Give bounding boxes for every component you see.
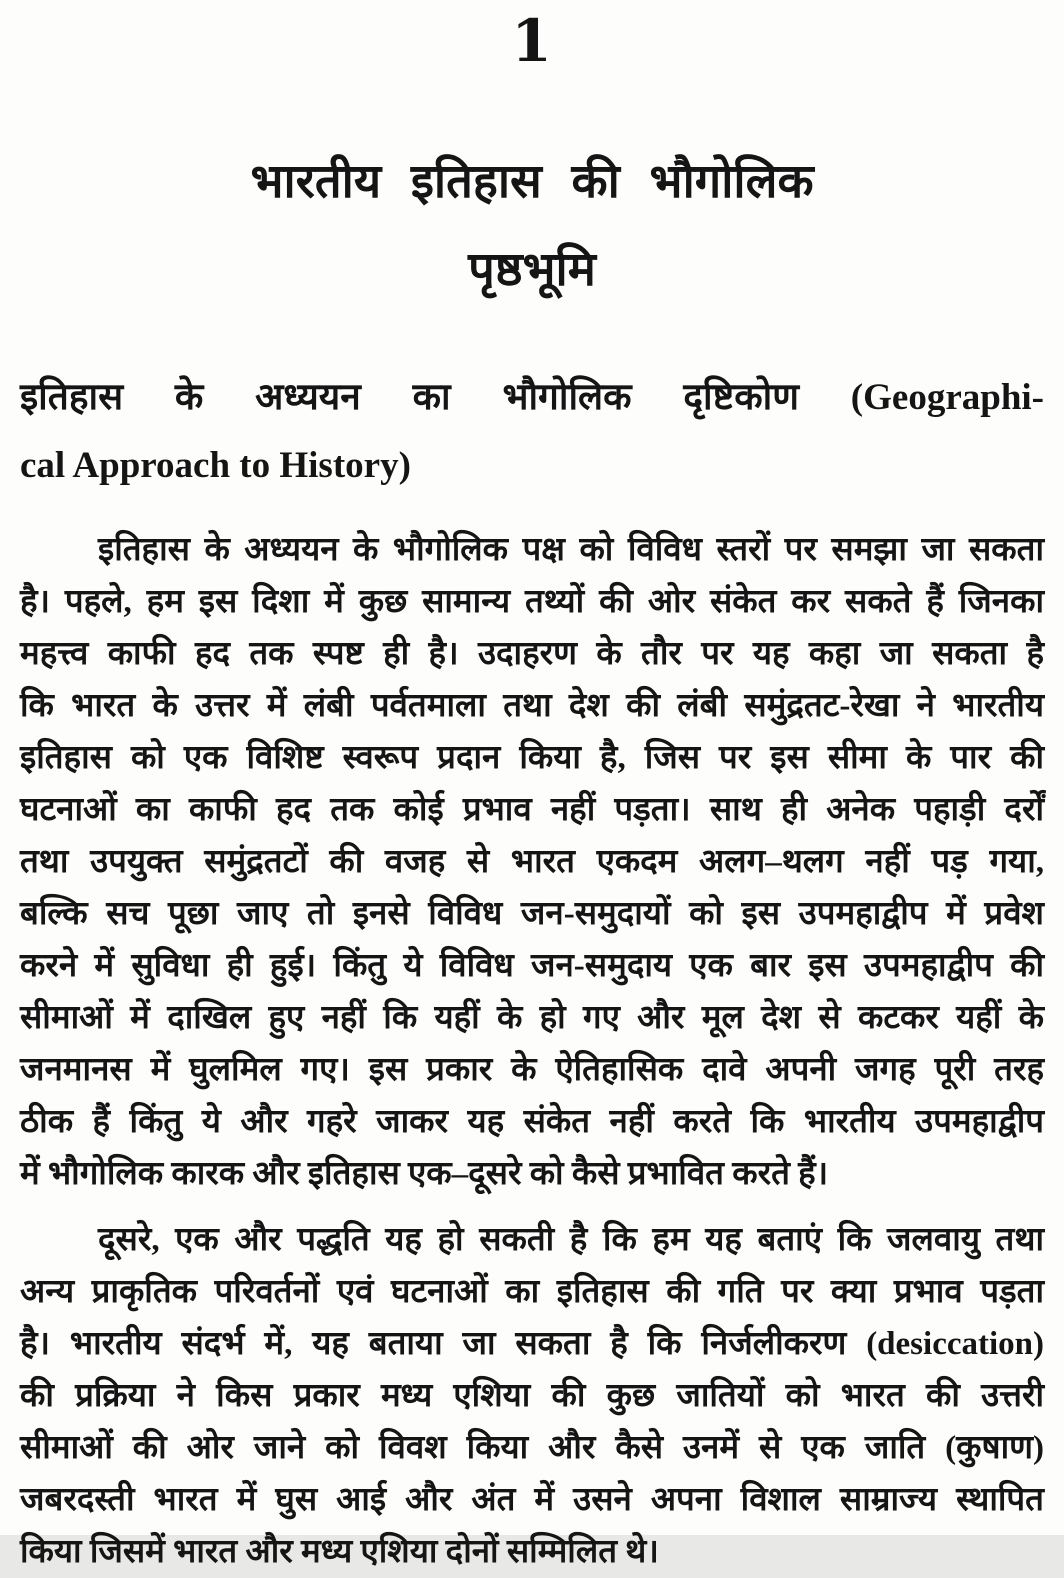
paragraph-1-line: महत्त्व काफी हद तक स्पष्ट ही है। उदाहरण के तौर पर यह कहा जा सकता है: [20, 636, 1044, 672]
paragraph-2-line: दूसरे, एक और पद्धति यह हो सकती है कि हम यह बताएं कि जलवायु तथा: [98, 1222, 1044, 1258]
section-heading-line-2: cal Approach to History): [20, 445, 411, 486]
paragraph-2-line: किया जिसमें भारत और मध्य एशिया दोनों सम्मिलित थे।: [20, 1534, 659, 1570]
paragraph-2: [20, 1214, 1044, 1578]
paragraph-1-line: इतिहास के अध्ययन के भौगोलिक पक्ष को विविध स्तरों पर समझा जा सकता: [98, 532, 1044, 568]
paragraph-1-line: बल्कि सच पूछा जाए तो इनसे विविध जन-समुदायों को इस उपमहाद्वीप में प्रवेश: [20, 896, 1044, 932]
chapter-number: 1: [511, 7, 553, 75]
section-heading-line-1: इतिहास के अध्ययन का भौगोलिक दृष्टिकोण (Geographi-: [20, 377, 1044, 418]
paragraph-2-line: जबरदस्ती भारत में घुस आई और अंत में उसने अपना विशाल साम्राज्य स्थापित: [20, 1482, 1044, 1518]
paragraph-1-line: इतिहास को एक विशिष्ट स्वरूप प्रदान किया है, जिस पर इस सीमा के पार की: [20, 740, 1044, 776]
chapter-title-line-1: भारतीय इतिहास की भौगोलिक: [250, 156, 814, 208]
paragraph-2-line: अन्य प्राकृतिक परिवर्तनों एवं घटनाओं का इतिहास की गति पर क्या प्रभाव पड़ता: [20, 1274, 1044, 1310]
paragraph-2-line: है। भारतीय संदर्भ में, यह बताया जा सकता है कि निर्जलीकरण (desiccation): [20, 1326, 1044, 1362]
paragraph-1: [20, 524, 1044, 1200]
paragraph-1-line: में भौगोलिक कारक और इतिहास एक–दूसरे को कैसे प्रभावित करते हैं।: [20, 1156, 829, 1192]
paragraph-1-line: तथा उपयुक्त समुंद्रतटों की वजह से भारत एकदम अलग–थलग नहीं पड़ गया,: [20, 844, 1044, 880]
paragraph-1-line: जनमानस में घुलमिल गए। इस प्रकार के ऐतिहासिक दावे अपनी जगह पूरी तरह: [20, 1052, 1044, 1088]
paragraph-2-line: सीमाओं की ओर जाने को विवश किया और कैसे उनमें से एक जाति (कुषाण): [20, 1430, 1044, 1466]
paragraph-1-line: ठीक हैं किंतु ये और गहरे जाकर यह संकेत नहीं करते कि भारतीय उपमहाद्वीप: [20, 1104, 1044, 1140]
paragraph-1-line: है। पहले, हम इस दिशा में कुछ सामान्य तथ्यों की ओर संकेत कर सकते हैं जिनका: [20, 584, 1044, 620]
paragraph-1-line: करने में सुविधा ही हुई। किंतु ये विविध जन-समुदाय एक बार इस उपमहाद्वीप की: [20, 948, 1044, 984]
paragraph-1-line: कि भारत के उत्तर में लंबी पर्वतमाला तथा देश की लंबी समुंद्रतट-रेखा ने भारतीय: [20, 688, 1044, 724]
chapter-title: [20, 138, 1044, 314]
section-heading: [20, 364, 1044, 500]
paragraph-2-line: की प्रक्रिया ने किस प्रकार मध्य एशिया की कुछ जातियों को भारत की उत्तरी: [20, 1378, 1044, 1414]
paragraph-1-line: सीमाओं में दाखिल हुए नहीं कि यहीं के हो गए और मूल देश से कटकर यहीं के: [20, 1000, 1044, 1036]
paragraph-1-line: घटनाओं का काफी हद तक कोई प्रभाव नहीं पड़ता। साथ ही अनेक पहाड़ी दर्रों: [20, 792, 1044, 828]
chapter-title-line-2: पृष्ठभूमि: [468, 244, 596, 296]
